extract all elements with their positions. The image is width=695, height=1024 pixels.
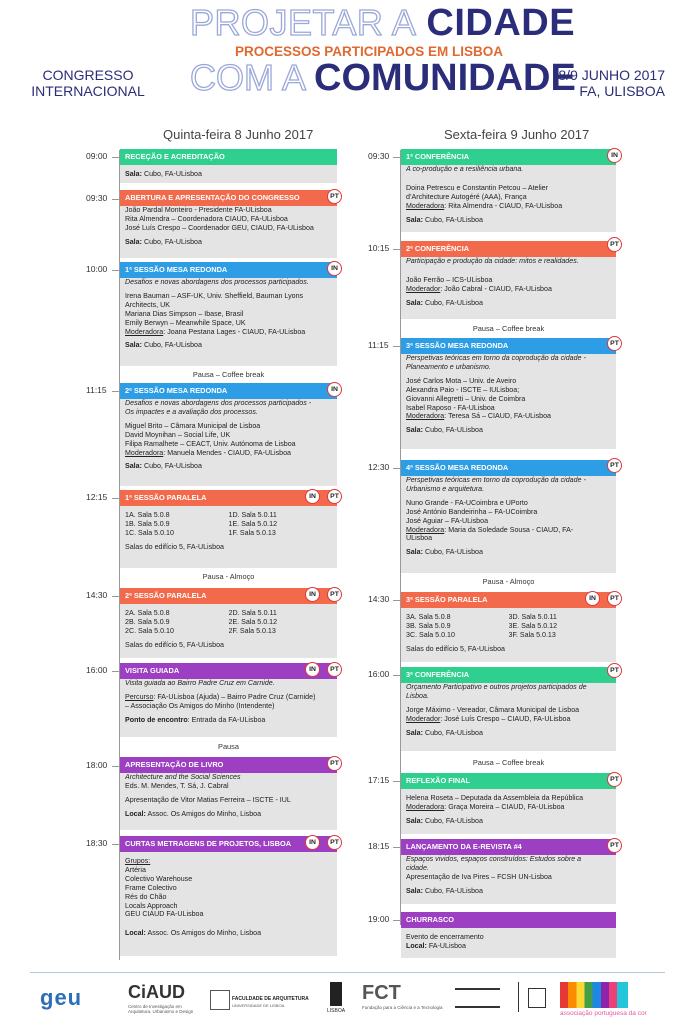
session-room: Sala: Cubo, FA-ULisboa (406, 426, 483, 435)
language-tag-pt: PT (327, 662, 342, 677)
tick (393, 249, 401, 250)
fct-caption: Fundação para a Ciência e a Tecnologia (362, 1005, 443, 1010)
language-tag-in: IN (305, 489, 320, 504)
room: 2E. Sala 5.0.12 (228, 617, 278, 626)
moderator: Moderadora: Maria da Soledade Sousa - CIAUD, FA- (406, 525, 574, 534)
room: 1F. Sala 5.0.13 (228, 528, 276, 537)
association-seal-icon (528, 988, 546, 1008)
dates-line-1: 8/9 JUNHO 2017 (558, 67, 665, 83)
speaker: João Ferrão – ICS-ULisboa (406, 275, 493, 284)
session-title: CHURRASCO (401, 912, 616, 928)
tick (393, 781, 401, 782)
group: Locals Approach (125, 901, 178, 910)
break-coffee: Pausa – Coffee break (472, 758, 545, 767)
language-tag-pt: PT (327, 835, 342, 850)
session-theme: Perspetivas teóricas em torno da coprodução da cidade - (406, 476, 586, 484)
room: 3B. Sala 5.0.9 (406, 621, 451, 630)
day2-session-roundtable-4 (401, 460, 616, 573)
session-theme: Urbanismo e arquitetura. (406, 484, 485, 493)
session-location: Local: Assoc. Os Amigos do Minho, Lisboa (125, 809, 262, 818)
rooms-building: Salas do edifício 5, FA-ULisboa (125, 640, 224, 649)
session-room: Sala: Cubo, FA-ULisboa (406, 886, 483, 895)
session-room: Sala: Cubo, FA-ULisboa (125, 237, 202, 246)
tick (112, 498, 120, 499)
day2-time: 17:15 (368, 775, 390, 785)
session-theme: Perspetivas teóricas em torno da coprodução da cidade - (406, 354, 586, 362)
session-theme: Orçamento Participativo e outros projetos participados de (406, 683, 587, 691)
language-tag-pt: PT (607, 237, 622, 252)
session-room: Sala: Cubo, FA-ULisboa (125, 462, 202, 471)
session-title: 1ª SESSÃO PARALELA (120, 490, 337, 506)
group: Frame Colectivo (125, 883, 177, 892)
language-tag-in: IN (585, 591, 600, 606)
title-com-a: COM A (190, 57, 305, 98)
day1-heading: Quinta-feira 8 Junho 2017 (163, 127, 314, 142)
room: 1E. Sala 5.0.12 (228, 519, 278, 528)
day2-session-barbecue (401, 912, 616, 958)
tick (112, 766, 120, 767)
ul-caption: UNIVERSIDADE DE LISBOA (232, 1003, 285, 1008)
tick (112, 596, 120, 597)
day1-time: 14:30 (86, 590, 108, 600)
day1-time: 09:30 (86, 193, 108, 203)
language-tag-in: IN (305, 587, 320, 602)
editors: Eds. M. Mendes, T. Sá, J. Cabral (125, 781, 229, 790)
footer-divider (30, 972, 665, 973)
fct-logo: FCT (362, 982, 401, 1004)
day2-time: 10:15 (368, 243, 390, 253)
ciaud-logo: CiAUD (128, 982, 185, 1002)
speaker: João Pardal Monteiro - Presidente FA-ULisboa (125, 206, 272, 214)
session-title: ABERTURA E APRESENTAÇÃO DO CONGRESSO (120, 190, 337, 206)
session-theme: Desafios e novas abordagens dos processos participados - (125, 399, 312, 407)
day1-time: 12:15 (86, 492, 108, 502)
tick (393, 675, 401, 676)
language-tag-pt: PT (327, 189, 342, 204)
tick (112, 157, 120, 158)
break-coffee: Pausa – Coffee break (192, 370, 265, 379)
speaker: Giovanni Allegretti – Univ. de Coimbra (406, 394, 526, 403)
day2-heading: Sexta-feira 9 Junho 2017 (444, 127, 590, 142)
language-tag-pt: PT (607, 772, 622, 787)
day1-time: 10:00 (86, 264, 108, 274)
speaker: José António Bandeirinha – FA-UCoimbra (406, 507, 538, 516)
session-room: Sala: Cubo, FA-ULisboa (406, 728, 483, 737)
day1-session-short-films (120, 836, 337, 956)
partner-logo-icon (455, 988, 500, 1008)
session-theme: Lisboa. (406, 691, 429, 700)
session-theme: A co-produção e a resiliência urbana. (406, 165, 524, 173)
language-tag-pt: PT (607, 458, 622, 473)
group: Artéria (125, 865, 146, 874)
tick (393, 920, 401, 921)
route: Percurso: FA-ULisboa (Ajuda) – Bairro Padre Cruz (Carnide) (125, 692, 316, 701)
speaker: d’Architecture Autogéré (AAA), França (406, 192, 527, 201)
moderator: Moderadora: Graça Moreira – CIAUD, FA-ULisboa (406, 802, 565, 811)
language-tag-in: IN (305, 662, 320, 677)
group: Rés do Chão (125, 892, 167, 901)
session-theme: cidade. (406, 863, 429, 872)
language-tag-pt: PT (607, 336, 622, 351)
room: 2C. Sala 5.0.10 (125, 626, 174, 635)
tick (393, 346, 401, 347)
room: 1B. Sala 5.0.9 (125, 519, 170, 528)
fa-building-icon (210, 990, 230, 1010)
moderator: Moderadora: Manuela Mendes - CIAUD, FA-ULisboa (125, 448, 292, 457)
ciaud-caption: Centro de Investigação em Arquitetura, Urbanismo e Design (128, 1004, 194, 1014)
fa-logo: FACULDADE DE ARQUITETURA (232, 996, 309, 1002)
rooms-building: Salas do edifício 5, FA-ULisboa (406, 644, 505, 653)
speaker: José Aguiar – FA-ULisboa (406, 516, 489, 525)
language-tag-in: IN (327, 261, 342, 276)
room: 2D. Sala 5.0.11 (228, 609, 277, 617)
session-room: Sala: Cubo, FA-ULisboa (406, 215, 483, 224)
day1-time: 18:30 (86, 838, 108, 848)
day2-time: 09:30 (368, 151, 390, 161)
congress-line-1: CONGRESSO (42, 67, 134, 83)
speaker: Helena Roseta – Deputada da Assembleia da República (406, 794, 584, 802)
session-title: 4ª SESSÃO MESA REDONDA (401, 460, 616, 476)
session-title: 2ª CONFERÊNCIA (401, 241, 616, 257)
tick (112, 671, 120, 672)
room: 3A. Sala 5.0.8 (406, 613, 451, 621)
break-lunch: Pausa - Almoço (482, 577, 535, 586)
day2-session-conference-1 (401, 149, 616, 232)
session-location: Local: FA-ULisboa (406, 941, 466, 950)
session-title: CURTAS METRAGENS DE PROJETOS, LISBOA (120, 836, 337, 852)
moderator: Moderador: João Cabral - CIAUD, FA-ULisboa (406, 284, 552, 293)
day2-time: 12:30 (368, 462, 390, 472)
color-association-caption: associação portuguesa da cor (560, 1010, 647, 1017)
header (0, 0, 695, 110)
title-projetar-a: PROJETAR A (190, 2, 417, 43)
tick (393, 157, 401, 158)
day1-time: 11:15 (86, 385, 107, 395)
moderator: Moderador: José Luís Crespo – CIAUD, FA-ULisboa (406, 714, 571, 723)
session-room: Sala: Cubo, FA-ULisboa (406, 298, 483, 307)
day2-time: 18:15 (368, 841, 390, 851)
speaker: Architects, UK (125, 300, 170, 309)
tick (112, 844, 120, 845)
speaker: Isabel Raposo - FA-ULisboa (406, 403, 495, 412)
event-note: Evento de encerramento (406, 933, 484, 941)
route-cont: – Associação Os Amigos do Minho (Intendente) (125, 701, 275, 710)
session-theme: Visita guiada ao Bairro Padre Cruz em Carnide. (125, 679, 275, 687)
session-title: APRESENTAÇÃO DE LIVRO (120, 757, 337, 773)
session-theme: Participação e produção da cidade: mitos e realidades. (406, 257, 579, 265)
day1-time: 16:00 (86, 665, 108, 675)
presenter: Apresentação de Vitor Matias Ferreira – ISCTE - IUL (125, 795, 291, 804)
day2-session-final-reflection (401, 773, 616, 834)
session-room: Sala: Cubo, FA-ULisboa (406, 816, 483, 825)
speaker: Doina Petrescu e Constantin Petcou – Atelier (406, 183, 548, 192)
session-title: VISITA GUIADA (120, 663, 337, 679)
speaker: José Carlos Mota – Univ. de Aveiro (406, 376, 517, 385)
day1-session-opening (120, 190, 337, 258)
speaker: Irena Bauman – ASF-UK, Univ. Sheffield, Bauman Lyons (125, 291, 304, 300)
book-title: Architecture and the Social Sciences (125, 773, 241, 781)
session-room: Sala: Cubo, FA-ULisboa (125, 341, 202, 350)
day2-time: 11:15 (368, 340, 389, 350)
speaker: Rita Almendra – Coordenadora CIAUD, FA-ULisboa (125, 214, 288, 223)
geu-logo: geu (40, 985, 83, 1010)
language-tag-pt: PT (607, 663, 622, 678)
session-theme: Espaços vividos, espaços construídos: Estudos sobre a (406, 855, 582, 863)
day1-session-roundtable-1 (120, 262, 337, 366)
language-tag-pt: PT (327, 489, 342, 504)
dates-label (545, 67, 665, 99)
day1-time: 18:00 (86, 760, 108, 770)
room: 2F. Sala 5.0.13 (228, 626, 276, 635)
groups-label: Grupos: (125, 857, 151, 865)
subtitle: PROCESSOS PARTICIPADOS EM LISBOA (235, 44, 504, 59)
moderator: Moderadora: Rita Almendra - CIAUD, FA-ULisboa (406, 201, 563, 210)
day1-session-book-launch (120, 757, 337, 830)
day2-session-parallel-3 (401, 592, 616, 662)
speaker: Jorge Máximo - Vereador, Câmara Municipal de Lisboa (406, 705, 580, 714)
speaker: Emily Berwyn – Meanwhile Space, UK (125, 318, 246, 327)
language-tag-in: IN (607, 148, 622, 163)
session-title: 3ª CONFERÊNCIA (401, 667, 616, 683)
tick (112, 199, 120, 200)
title-line-2 (190, 58, 576, 98)
session-title: 3ª SESSÃO MESA REDONDA (401, 338, 616, 354)
congress-label (28, 67, 148, 99)
presenter: Apresentação de Iva Pires – FCSH UN-Lisboa (406, 872, 552, 881)
language-tag-in: IN (327, 382, 342, 397)
rooms-building: Salas do edifício 5, FA-ULisboa (125, 542, 224, 551)
room: 1D. Sala 5.0.11 (228, 511, 277, 519)
room: 3D. Sala 5.0.11 (508, 613, 557, 621)
day2-session-roundtable-3 (401, 338, 616, 449)
language-tag-pt: PT (607, 838, 622, 853)
tick (393, 600, 401, 601)
title-comunidade: COMUNIDADE (314, 57, 576, 99)
session-room: Sala: Cubo, FA-ULisboa (125, 170, 202, 178)
moderator: Moderadora: Teresa Sá – CIAUD, FA-ULisboa (406, 412, 551, 421)
day1-session-guided-visit (120, 663, 337, 737)
session-title: 2ª SESSÃO MESA REDONDA (120, 383, 337, 399)
meeting-point: Ponto de encontro: Entrada da FA-ULisboa (125, 715, 266, 724)
room: 2A. Sala 5.0.8 (125, 609, 170, 617)
session-title: LANÇAMENTO DA E-REVISTA #4 (401, 839, 616, 855)
color-association-logo-icon (560, 982, 628, 1008)
day2-session-conference-2 (401, 241, 616, 319)
speaker: Alexandra Paio - ISCTE – IULisboa; (406, 385, 520, 394)
room: 2B. Sala 5.0.9 (125, 617, 170, 626)
speaker: Mariana Dias Simpson – Ibase, Brasil (125, 309, 244, 318)
session-title: 3ª SESSÃO PARALELA (401, 592, 616, 608)
day2-time: 14:30 (368, 594, 390, 604)
day1-session-roundtable-2 (120, 383, 337, 486)
speaker: Miguel Brito – Câmara Municipal de Lisboa (125, 421, 261, 430)
congress-line-2: INTERNACIONAL (31, 83, 145, 99)
room: 3E. Sala 5.0.12 (508, 621, 558, 630)
session-room: Sala: Cubo, FA-ULisboa (406, 548, 483, 557)
session-title: REFLEXÃO FINAL (401, 773, 616, 789)
speaker: José Luís Crespo – Coordenador GEU, CIAUD, FA-ULisboa (125, 223, 314, 232)
language-tag-pt: PT (327, 587, 342, 602)
lisboa-logo: LISBOA (327, 1008, 346, 1014)
day2-time: 16:00 (368, 669, 390, 679)
title-line-1 (190, 4, 575, 42)
session-title: 1ª SESSÃO MESA REDONDA (120, 262, 337, 278)
break-lunch: Pausa - Almoço (202, 572, 255, 581)
day1-time: 09:00 (86, 151, 108, 161)
session-theme: Planeamento e urbanismo. (406, 362, 491, 371)
group: Colectivo Warehouse (125, 874, 193, 883)
day2-time: 19:00 (368, 914, 390, 924)
day2-session-journal-launch (401, 839, 616, 904)
session-title: 1ª CONFERÊNCIA (401, 149, 616, 165)
tick (393, 468, 401, 469)
session-location: Local: Assoc. Os Amigos do Minho, Lisboa (125, 929, 262, 938)
speaker: Nuno Grande - FA-UCoimbra e UPorto (406, 498, 528, 507)
room: 1A. Sala 5.0.8 (125, 511, 170, 519)
language-tag-pt: PT (607, 591, 622, 606)
group: GEU CIAUD FA-ULisboa (125, 910, 204, 919)
language-tag-in: IN (305, 835, 320, 850)
language-tag-pt: PT (327, 756, 342, 771)
session-title: RECEÇÃO E ACREDITAÇÃO (120, 149, 337, 165)
day1-session-parallel-2 (120, 588, 337, 658)
break: Pausa (218, 742, 239, 751)
day1-session-reception (120, 149, 337, 183)
session-theme: Desafios e novas abordagens dos processos participados. (125, 278, 309, 286)
moderator: Moderadora: Joana Pestana Lages - CIAUD, FA-ULisboa (125, 327, 306, 336)
session-title: 2ª SESSÃO PARALELA (120, 588, 337, 604)
logo-separator (518, 982, 519, 1012)
session-theme: Os impactes e a avaliação dos processos. (125, 407, 258, 416)
lisboa-emblem-icon (330, 982, 342, 1006)
tick (393, 847, 401, 848)
speaker: Filipa Ramalhete – CEACT, Univ. Autónoma de Lisboa (125, 439, 296, 448)
break-coffee: Pausa – Coffee break (472, 324, 545, 333)
tick (112, 270, 120, 271)
day2-session-conference-3 (401, 667, 616, 751)
dates-line-2: FA, ULISBOA (579, 83, 665, 99)
day1-session-parallel-1 (120, 490, 337, 568)
title-cidade: CIDADE (426, 2, 576, 44)
room: 1C. Sala 5.0.10 (125, 528, 174, 537)
tick (112, 391, 120, 392)
moderator-cont: ULisboa (406, 534, 433, 543)
room: 3C. Sala 5.0.10 (406, 630, 455, 639)
speaker: David Moynihan – Social Life, UK (125, 430, 231, 439)
room: 3F. Sala 5.0.13 (508, 630, 556, 639)
